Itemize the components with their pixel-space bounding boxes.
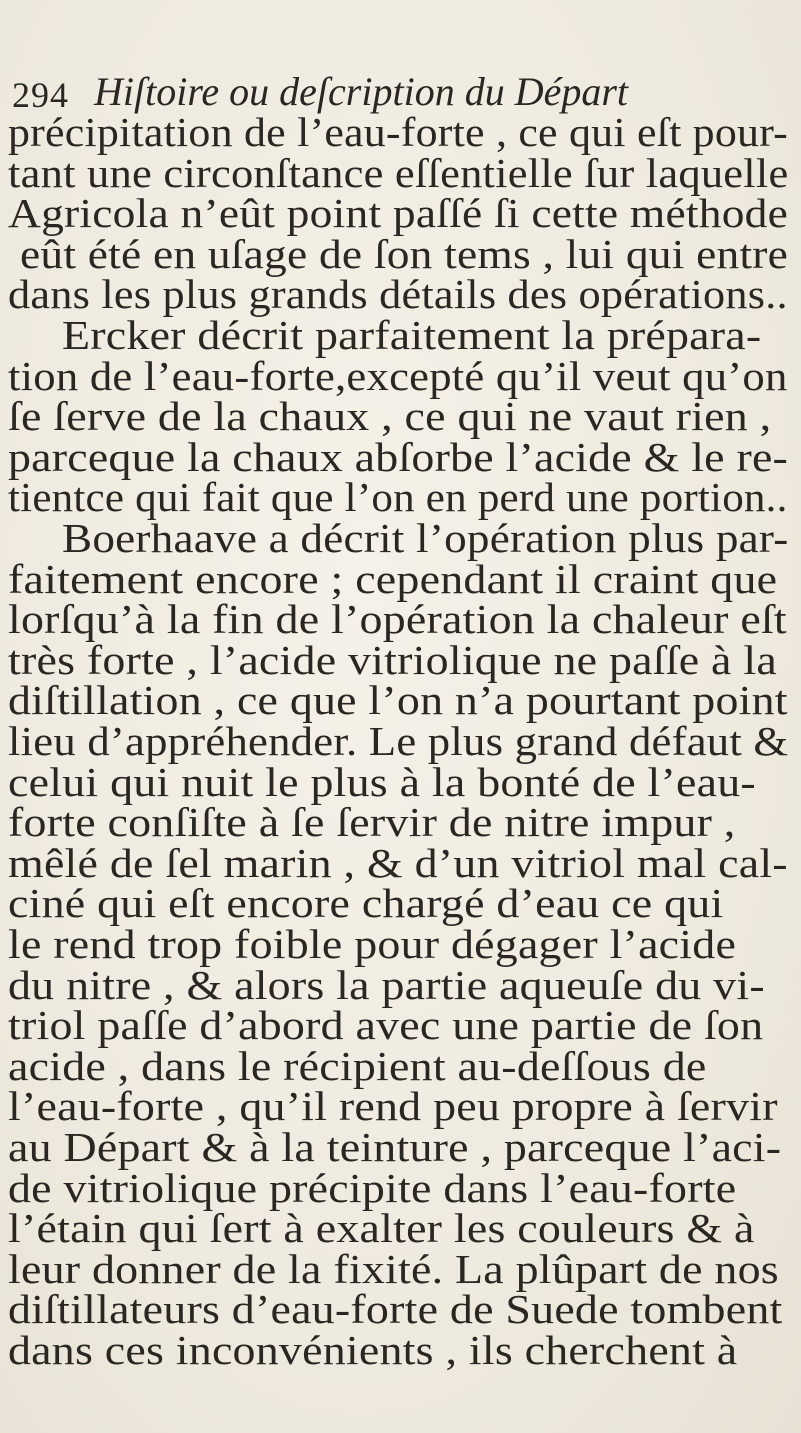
text-line: celui qui nuit le plus à la bonté de l’eau- bbox=[8, 758, 756, 805]
text-line: acide , dans le récipient au-deſſous de bbox=[8, 1042, 707, 1089]
text-line: du nitre , & alors la partie aqueuſe du vi- bbox=[8, 961, 765, 1008]
text-line: diſtillation , ce que l’on n’a pourtant point bbox=[8, 677, 788, 724]
text-line: très forte , l’acide vitriolique ne paſſe à la bbox=[8, 636, 777, 683]
text-line: triol paſſe d’abord avec une partie de ſon bbox=[8, 1002, 764, 1049]
text-line: parceque la chaux abſorbe l’acide & le re- bbox=[8, 433, 789, 480]
running-title: Hiſtoire ou deſcription du Départ bbox=[94, 69, 629, 114]
text-line: tion de l’eau-forte,excepté qu’il veut qu’on bbox=[8, 352, 788, 399]
text-line: diſtillateurs d’eau-forte de Suede tombent bbox=[8, 1286, 783, 1333]
text-line: l’eau-forte , qu’il rend peu propre à ſervir bbox=[8, 1083, 778, 1130]
text-line: au Départ & à la teinture , parceque l’aci- bbox=[8, 1124, 782, 1170]
page-number: 294 bbox=[12, 75, 69, 115]
text-line: dans les plus grands détails des opérations.. bbox=[8, 271, 788, 318]
text-line: leur donner de la fixité. La plûpart de nos bbox=[8, 1245, 779, 1292]
text-line: faitement encore ; cependant il craint que bbox=[8, 555, 778, 602]
text-line: mêlé de ſel marin , & d’un vitriol mal cal- bbox=[8, 839, 788, 886]
text-line: lieu d’appréhender. Le plus grand défaut & bbox=[8, 718, 789, 764]
text-line: précipitation de l’eau-forte , ce qui eſt pour- bbox=[8, 109, 789, 155]
text-line: de vitriolique précipite dans l’eau-forte bbox=[8, 1164, 737, 1211]
text-line: Agricola n’eût point paſſé ſi cette méthode bbox=[8, 190, 789, 237]
text-line: tientce qui fait que l’on en perd une portion.. bbox=[8, 474, 788, 521]
text-line: lorſqu’à la fin de l’opération la chaleur eſt bbox=[8, 596, 787, 643]
text-line: eût été en uſage de ſon tems , lui qui entre bbox=[20, 230, 789, 277]
text-line: le rend trop foible pour dégager l’acide bbox=[8, 921, 737, 967]
text-line: ſe ſerve de la chaux , ce qui ne vaut rien , bbox=[8, 393, 772, 440]
text-line: forte conſiſte à ſe ſervir de nitre impur , bbox=[8, 799, 736, 846]
text-line: Ercker décrit parfaitement la prépara- bbox=[62, 312, 762, 358]
text-line: Boerhaave a décrit l’opération plus par- bbox=[62, 515, 789, 561]
text-line: dans ces inconvénients , ils cherchent à bbox=[8, 1327, 738, 1373]
text-line: tant une circonſtance eſſentielle ſur laquelle bbox=[8, 149, 789, 196]
text-line: ciné qui eſt encore chargé d’eau ce qui bbox=[8, 880, 724, 927]
text-line: l’étain qui ſert à exalter les couleurs & à bbox=[8, 1205, 755, 1252]
